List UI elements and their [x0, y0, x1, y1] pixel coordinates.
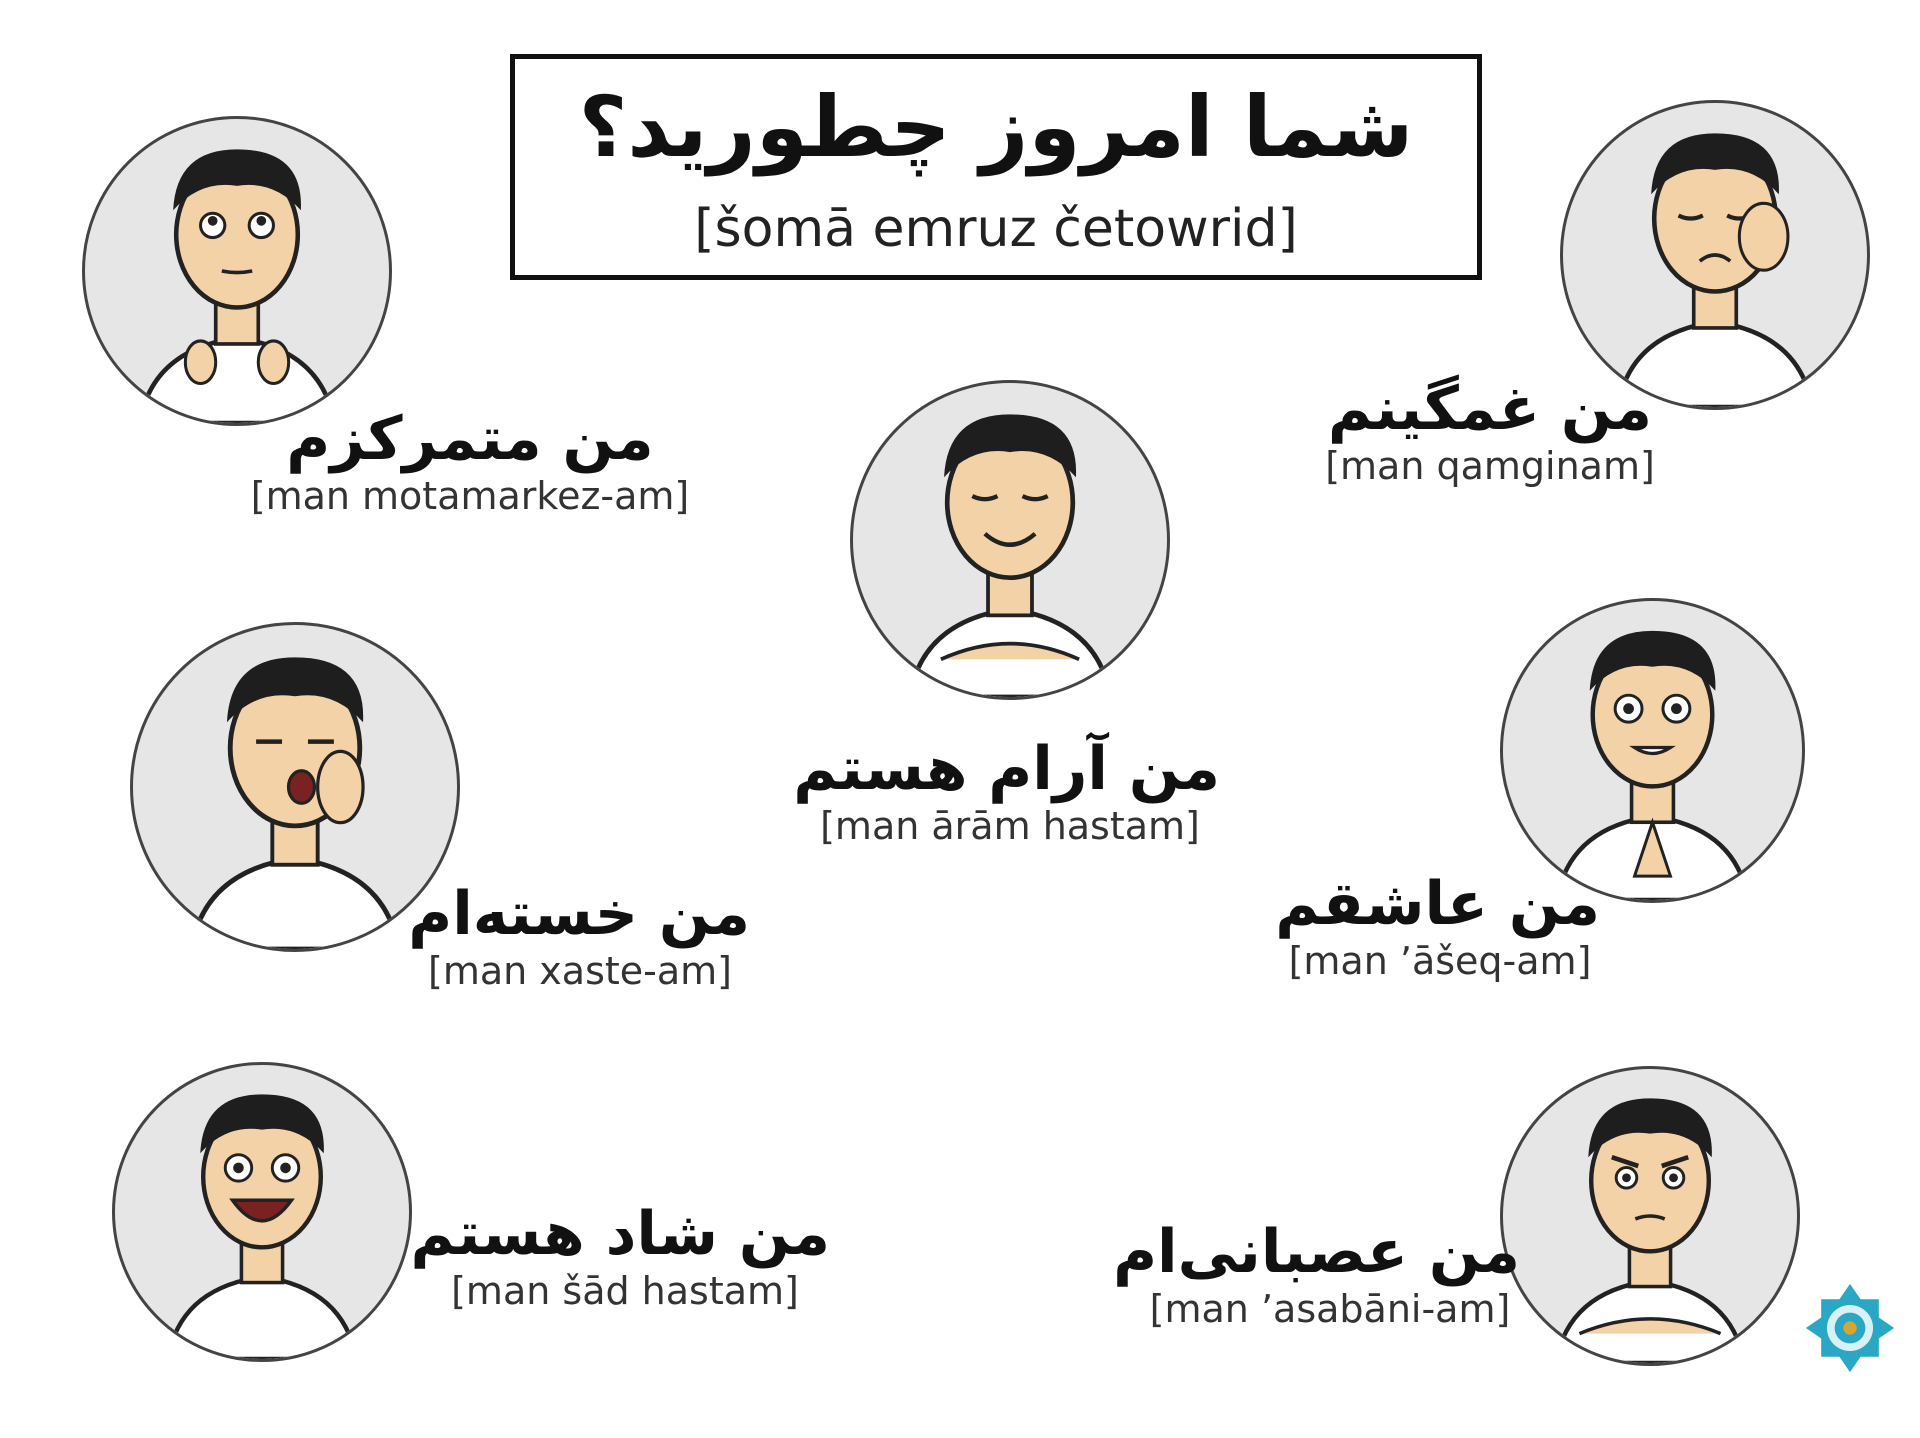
phrase-in-love	[1275, 869, 1600, 985]
phrase-in-love-persian: من عاشقم	[1275, 869, 1600, 939]
phrase-calm-transliteration: [man ārām hastam]	[820, 804, 1200, 848]
phrase-tired	[410, 880, 750, 995]
phrase-focused-transliteration: [man motamarkez-am]	[250, 474, 690, 518]
phrase-angry-transliteration: [man ’asabāni-am]	[1149, 1287, 1511, 1331]
phrase-sad	[1310, 375, 1670, 490]
phrase-happy-transliteration: [man šād hastam]	[451, 1269, 799, 1313]
title-box	[510, 54, 1482, 280]
focused-face-illustration	[82, 116, 392, 426]
phrase-happy-persian: من شاد هستم	[410, 1199, 830, 1269]
in-love-face-illustration	[1500, 598, 1805, 903]
sad-face-illustration	[1560, 100, 1870, 410]
phrase-angry-persian: من عصبانی‌ام	[1113, 1217, 1520, 1287]
phrase-sad-persian: من غمگینم	[1327, 374, 1653, 444]
calm-face-illustration	[850, 380, 1170, 700]
phrase-angry	[1113, 1217, 1520, 1333]
phrase-calm	[793, 734, 1220, 850]
phrase-tired-transliteration: [man xaste-am]	[428, 949, 732, 993]
happy-face-illustration	[112, 1062, 412, 1362]
phrase-focused-persian: من متمرکزم	[286, 404, 654, 474]
phrase-calm-persian: من آرام هستم	[793, 734, 1220, 804]
phrase-focused	[250, 405, 690, 520]
phrase-in-love-transliteration: [man ’āšeq-am]	[1288, 939, 1592, 983]
title-persian: شما امروز چطورید؟	[578, 78, 1414, 176]
angry-face-illustration	[1500, 1066, 1800, 1366]
phrase-tired-persian: من خسته‌ام	[408, 879, 750, 949]
title-transliteration: [šomā emruz četowrid]	[694, 199, 1298, 259]
star-logo-icon	[1802, 1280, 1898, 1376]
phrase-happy	[410, 1199, 830, 1315]
phrase-sad-transliteration: [man qamginam]	[1325, 444, 1655, 488]
